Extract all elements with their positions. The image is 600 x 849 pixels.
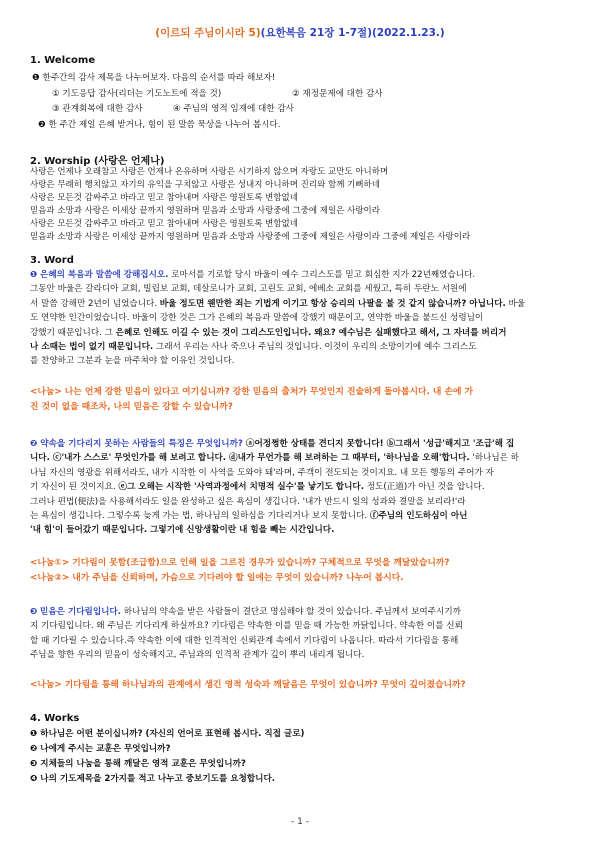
title-scripture: (요한복음 21장 1-7절) [260, 27, 372, 39]
emphasis-text: ⓔ그 오해는 시작한 '사역과정에서 치명적 실수'를 낳기도 합니다. [118, 482, 364, 493]
section-worship-heading: 2. Worship (사랑은 언제나) [30, 156, 165, 167]
works-item-text: 하나님은 어떤 분이십니까? (자신의 언어로 표현해 봅시다. 직접 글로) [40, 729, 305, 739]
worship-lyric-4: 믿음과 소망과 사랑은 이세상 끝까지 영원하며 믿음과 소망과 사랑중에 그중에 제일은 사랑이라 [30, 206, 380, 216]
works-item-text: 나에게 주시는 교훈은 무엇입니까? [40, 744, 171, 754]
welcome-item-1-text: 한주간의 감사 제목을 나누어보자. 다음의 순서를 따라 해보자! [42, 73, 276, 83]
welcome-item-1 [32, 71, 275, 85]
text-run: 강했기 때문입니다. 그 [30, 327, 116, 338]
text-line: 그동안 바울은 갈라디아 교회, 빌립보 교회, 데살로니가 교회, 고린도 교회, 에베소 교회를 세웠고, 특히 두란노 서원에 [30, 284, 467, 295]
works-item-2 [30, 742, 170, 756]
text-line: 나님 자신의 영광을 위해서라도, 내가 시작한 이 사역을 도와야 돼'라며, 주객이 전도되는 것이지요. 내 모든 행동의 주어가 자 [30, 467, 494, 478]
share-line: 진 것이 없을 때조차, 나의 믿음은 강할 수 있습니까? [30, 402, 233, 412]
welcome-sub-1: ① 기도응답 감사(리더는 기도노트에 적을 것) [52, 89, 222, 99]
worship-lyric-3: 사랑은 모든것 감싸주고 바라고 믿고 참아내며 사랑은 영원토록 변함없네 [30, 193, 298, 203]
bullet-number: ❷ [38, 120, 46, 130]
text-line: 를 찬양하고 그분과 눈을 마주쳐야 할 이유인 것입니다. [30, 356, 235, 367]
worship-lyric-6: 믿음과 소망과 사랑은 이세상 끝까지 영원하며 믿음과 소망과 사랑중에 그중에 제일은 사랑이라 그중에 제일은 사랑이라 [30, 232, 471, 242]
worship-lyric-2: 사랑은 무례히 행치않고 자기의 유익을 구치않고 사랑은 성내지 아니하며 진리와 함께 기뻐하네 [30, 180, 380, 190]
title-date: (2022.1.23.) [372, 27, 445, 39]
page-number: - 1 - [291, 817, 309, 827]
text-run: 그래서 우리는 사나 죽으나 주님의 것입니다. 이것이 우리의 소망이기에 예수 그리스도 [153, 342, 477, 353]
section-works-heading: 4. Works [30, 713, 80, 724]
bullet-number: ❷ [30, 744, 38, 754]
share-question-3: <나눔> 기다림을 통해 하나님과의 관계에서 생긴 영적 성숙과 깨달음은 무엇이 있습니까? 무엇이 깊어졌습니까? [30, 680, 466, 690]
page-title [0, 25, 600, 40]
works-item-1 [30, 727, 304, 741]
share-line: <나눔> 나는 언제 강한 믿음이 있다고 여기십니까? 강한 믿음의 출처가 무엇인지 진술하게 돌아봅시다. 내 손에 가 [30, 387, 474, 397]
works-item-4 [30, 772, 275, 786]
bullet-number: ❸ [30, 759, 38, 769]
share-line: <나눔②> 내가 주님을 신뢰하며, 가슴으로 기다려야 할 일에는 무엇이 있습니까? 나누어 봅시다. [30, 573, 404, 583]
works-item-3 [30, 757, 246, 771]
text-line: 주님을 향한 우리의 믿음이 성숙해지고, 주님과의 인격적 관계가 깊이 뿌리 내리게 됩니다. [30, 650, 365, 661]
emphasis-text: 바울 정도면 웬만한 죄는 기법게 이기고 항상 승리의 나팔을 불 것 같지 않습니까? 아닙니다. [159, 298, 506, 309]
share-line: <나눔①> 기다림이 못함(조급함)으로 인해 일을 그르친 경우가 있습니까? 구체적으로 무엇을 깨달았습니까? [30, 558, 450, 568]
works-item-text: 나의 기도제목을 2가지를 적고 나누고 중보기도를 요청합니다. [40, 774, 276, 784]
word-point-2 [30, 437, 572, 538]
emphasis-text: 니다. ⓒ'내가 스스로' 무엇인가를 해 보려고 합니다. ⓓ내가 무언가를 해 보려하는 그 때부터, '하나님을 오해'합니다. [30, 453, 470, 464]
share-question-1 [30, 385, 575, 415]
text-run: '하나님은 하 [469, 453, 519, 464]
welcome-sub-3: ③ 관계회복에 대한 감사 [52, 104, 143, 114]
welcome-item-2 [38, 118, 280, 132]
emphasis-text: 은혜로 인해도 이길 수 있는 것이 그리스도인입니다. 왜요? 예수님은 실패했다고 해서, 그 자녀를 버리거 [115, 327, 507, 338]
bullet-number: ❷ [30, 439, 38, 449]
section-word-heading: 3. Word [30, 255, 74, 266]
text-line: 도 연약한 인간이었습니다. 바울이 강한 것은 그가 은혜의 복음과 말씀에 강했기 때문이고, 연약한 바울을 붙드신 성령님이 [30, 313, 484, 324]
bullet-number: ❸ [30, 607, 38, 617]
text-run: 정도(正道)가 아닌 것을 압니다. [363, 482, 485, 493]
section-welcome-heading: 1. Welcome [30, 55, 96, 66]
text-line: 지 기다림입니다. 왜 주님은 기다리게 하실까요? 기다림은 약속한 이를 믿을 때 가능한 까닭입니다. 약속한 이를 신뢰 [30, 621, 463, 632]
text-run: 기 자신이 된 것이지요. [30, 482, 119, 493]
worship-lyric-5: 사랑은 모든것 감싸주고 바라고 믿고 참아내며 사랑은 영원토록 변함없네 [30, 219, 298, 229]
bullet-number: ❶ [30, 270, 38, 280]
emphasis-text: 나 소때는 법이 없기 때문입니다. [30, 342, 154, 353]
welcome-sub-4: ④ 주님의 영적 임재에 대한 감사 [173, 104, 294, 114]
emphasis-text: ⓐ어정쩡한 상태를 견디지 못합니다! ⓑ그래서 '성급'해지고 '조급'해 집 [242, 439, 515, 449]
text-line: 할 때 기다릴 수 있습니다.즉 약속한 이에 대한 인격적인 신뢰관계 속에서 기다림이 나옵니다. 따라서 기다림을 통해 [30, 635, 459, 646]
bullet-number: ❹ [30, 774, 38, 784]
text-line: 그러나 편법(便法)을 사용해서라도 일을 완성하고 싶은 욕심이 생깁니다. '내가 반드시 일의 성과와 결말을 보리라!'라 [30, 496, 466, 507]
welcome-item-2-text: 한 주간 제일 은혜 받거나, 힘이 된 말씀 묵상을 나누어 봅시다. [48, 120, 281, 130]
text-run: 로마서를 기로할 당시 바울이 예수 그리스도를 믿고 회심한 지가 22년째였습니다. [168, 270, 476, 280]
text-run: 서 말씀 강해만 2년이 넘었습니다. [30, 298, 160, 309]
word-point-2-title: 약속을 기다리지 못하는 사람들의 특징은 무엇입니까? [40, 439, 243, 449]
bullet-number: ❶ [30, 729, 38, 739]
word-point-3-title: 믿음은 기다림입니다. [40, 607, 121, 617]
worship-lyric-1: 사랑은 언제나 오래참고 사랑은 언제나 온유하며 사랑은 시기하지 않으며 자랑도 교만도 아니하며 [30, 167, 389, 177]
word-point-1 [30, 268, 572, 369]
emphasis-text: ⓕ주님의 인도하심이 아닌 [369, 511, 468, 522]
word-point-3 [30, 605, 572, 663]
text-run: 바울 [505, 298, 526, 309]
welcome-sub-2: ② 재정문제에 대한 감사 [292, 89, 383, 99]
word-point-1-title: 은혜의 복음과 말씀에 강해집시오. [40, 270, 169, 280]
title-series: (이르되 주님이시라 5) [155, 27, 261, 39]
works-item-text: 지체들의 나눔을 통해 깨달은 영적 교훈은 무엇입니까? [40, 759, 246, 769]
bullet-number: ❶ [32, 73, 40, 83]
text-run: 하나님의 약속을 받은 사람들이 결단코 명심해야 할 것이 있습니다. 주님께서 보여주시기까 [121, 607, 461, 617]
text-line: '내 힘'이 들어갔기 때문입니다. 그렇기에 신앙생활이란 내 힘을 빼는 시간입니다. [30, 525, 335, 536]
text-run: 는 욕심이 생깁니다. 그렇수록 늦게 가는 법, 하나님의 일하심을 기다리거나 보지 못합니다. [30, 511, 370, 522]
share-question-2 [30, 556, 575, 586]
